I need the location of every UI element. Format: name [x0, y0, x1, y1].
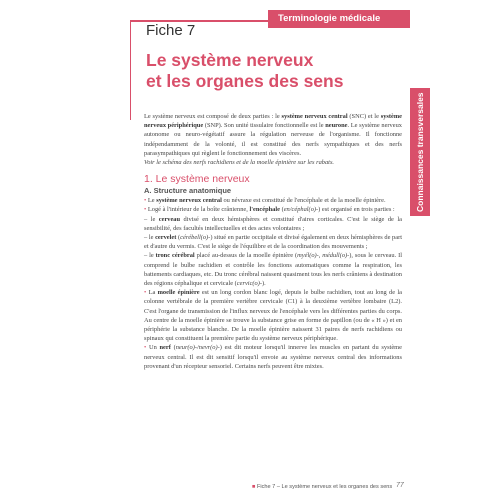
text-run: divisé en deux hémisphères et constitué d'aires corticales. C'est le siège de la sensibilité, des facultés intellectuelles et des actes volontaires ;	[144, 215, 402, 232]
bullet-icon: •	[144, 289, 147, 297]
footer-bullet-icon: ■	[252, 484, 256, 490]
bullet-paragraph	[144, 205, 402, 214]
text-run: ) est organisé en trois parties :	[318, 206, 395, 214]
text-run: placé au-dessus de la moelle épinière (	[194, 252, 298, 260]
intro-note: Voir le schéma des nerfs rachidiens et de la moelle épinière sur les rabats.	[144, 159, 335, 167]
footer-text: Fiche 7 – Le système nerveux et les organes des sens	[256, 484, 393, 490]
text-run: ) est dit moteur lorsqu'il innerve les muscles en partant du système nerveux central. Il est dit sensitif lorsqu'il envoie au système nerveux central des informations provenant d'un récepteur sensoriel. Certains nerfs peuvent être mixtes.	[144, 344, 402, 370]
page-number: 77	[396, 482, 404, 489]
text-run: . Le système nerveux autonome ou neuro-végétatif assure la régulation nerveuse de l'organisme. Il fonctionne indépendamment de la volonté, il est constitué des nerfs sympathiques et des nerfs parasympathiques qui règlent le fonctionnement des viscères.	[144, 122, 402, 157]
title-line-2: et les organes des sens	[146, 71, 344, 91]
text-run: – le	[144, 252, 156, 260]
text-bold: système nerveux central	[156, 197, 222, 205]
section-title: 1. Le système nerveux	[144, 173, 250, 186]
bullet-icon: •	[144, 344, 147, 352]
bullet-paragraph	[144, 288, 402, 343]
text-run: (SNP). Son unité tissulaire fonctionnelle est le	[203, 122, 326, 130]
text-run: Le	[147, 197, 157, 205]
body-text	[144, 112, 402, 371]
text-bold: cerveau	[158, 215, 181, 223]
intro-paragraph	[144, 112, 402, 158]
text-run: (	[176, 234, 181, 242]
text-bold: système nerveux périphérique	[144, 113, 402, 130]
text-run: Un	[148, 344, 160, 352]
text-bold: cervelet	[155, 234, 177, 242]
text-run: – le	[144, 215, 159, 223]
bullet-icon: •	[144, 206, 147, 214]
text-run: – le	[144, 234, 156, 242]
title-line-1: Le système nerveux	[146, 50, 314, 70]
side-tab-label: Connaissances transversales	[415, 92, 425, 212]
text-bold: moelle épinière	[157, 289, 200, 297]
sub-title: A. Structure anatomique	[144, 186, 232, 196]
text-run: Le système nerveux est composé de deux parties : le	[144, 113, 282, 120]
text-run: ou névraxe est constitué de l'encéphale et de la moelle épinière.	[221, 197, 386, 205]
fiche-label: Fiche 7	[146, 22, 196, 39]
page-footer	[252, 484, 417, 490]
page-title	[146, 50, 406, 92]
topic-badge: Terminologie médicale	[268, 10, 410, 28]
text-run: ), sous le cerveau. Il comprend le bulbe rachidien et contrôle les fonctions automatiques comme la respiration, les battements cardiaques, etc. Du tronc cérébral naissent quasiment tous les nerfs crâniens à destination des régions céphalique et cervicale (	[144, 252, 402, 288]
text-italic: en/céphal(o)-	[283, 206, 319, 214]
text-bold: système nerveux central	[281, 113, 348, 120]
text-run: (	[279, 206, 284, 214]
text-bold: nerf	[159, 344, 171, 352]
text-italic: cérébell(o)-	[180, 234, 211, 242]
text-italic: myél(o)-, médull(o)-	[297, 252, 350, 260]
dash-paragraph	[144, 233, 402, 251]
text-run: Logé à l'intérieur de la boîte crânienne,	[147, 206, 250, 214]
dash-paragraph	[144, 251, 402, 288]
text-bold: neurone	[325, 122, 348, 130]
text-run: est un long cordon blanc logé, depuis le bulbe rachidien, tout au long de la colonne vertébrale de la première vertèbre cervicale (C1) à la deuxième vertèbre lombaire (L2). C'est l'organe de transmission de l'influx nerveux de l'encéphale vers les différentes parties du corps. Au centre de la moelle épinière se trouve la substance grise en forme de papillon (ou de « H ») et en périphérie la substance blanche. De la moelle épinière naissent 31 paires de nerfs rachidiens ou spinaux qui constituent la première partie du système nerveux périphérique.	[144, 289, 402, 343]
bullet-paragraph	[144, 196, 402, 205]
dash-paragraph	[144, 215, 402, 233]
text-run: (	[170, 344, 176, 352]
text-italic: neur(o)-/nevr(o)-	[175, 344, 220, 352]
text-run: ) situé en partie occipitale et divisé également en deux hémisphères de part et d'autre du vermis. C'est le siège de l'équilibre et de la coordination des mouvements ;	[144, 234, 402, 251]
text-bold: l'encéphale	[249, 206, 280, 214]
text-run: La	[148, 289, 158, 297]
text-run: (SNC) et le	[347, 113, 381, 120]
text-bold: tronc cérébral	[155, 252, 195, 260]
text-italic: cervic(o)-	[236, 280, 262, 288]
bullet-icon: •	[144, 197, 147, 205]
bullet-paragraph	[144, 343, 402, 371]
text-run: ).	[262, 280, 266, 288]
